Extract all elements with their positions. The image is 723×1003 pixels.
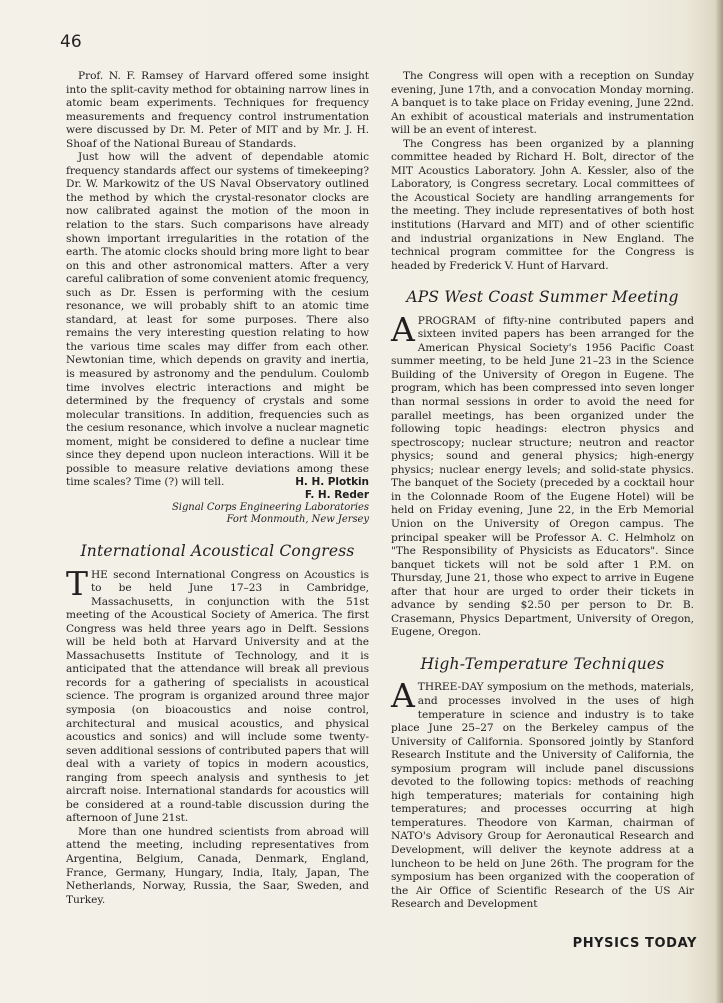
paragraph xyxy=(66,563,369,826)
page-number: 46 xyxy=(60,32,82,52)
page-edge-shadow xyxy=(715,0,723,1003)
paragraph: Prof. N. F. Ramsey of Harvard offered some insight into the split-cavity method for obtaining narrow lines in atomic beam experiments. Techniques for frequency measurements and frequency control instrumentation were discussed by Dr. M. Peter of MIT and by Mr. J. H. Shoaf of the National Bureau of Standards. xyxy=(66,70,369,150)
author-location: Fort Monmouth, New Jersey xyxy=(226,514,369,526)
author-name: H. H. Plotkin xyxy=(295,475,369,488)
right-column xyxy=(391,70,694,912)
paragraph: More than one hundred scientists from abroad will attend the meeting, including representatives from Argentina, Belgium, Canada, Denmark, England, France, Germany, Hungary, India, Italy, Japan, The Netherlands, Norway, Russia, the Saar, Sweden, and Turkey. xyxy=(66,825,369,906)
author-affiliation: Signal Corps Engineering Laboratories xyxy=(172,501,369,513)
paragraph-text: PROGRAM of fifty-nine contributed papers and sixteen invited papers has been arranged for the American Physical Society's 1956 Pacific Coast summer meeting, to be held June 21–23 in the Science Building of the University of Oregon in Eugene. The program, which has been compressed into seven longer than normal sessions in order to avoid the need for parallel meetings, has been organized under the following topic headings: electron physics and spectroscopy; nuclear structure; neutron and reactor physics; sound and general physics; high-energy physics; nuclear energy levels; and solid-state physics. The banquet of the Society (preceded by a cocktail hour in the Colonnade Room of the Eugene Hotel) will be held on Friday evening, June 22, in the Erb Memorial Union on the University of Oregon campus. The principal speaker will be Professor A. C. Helmholz on "The Responsibility of Physicists as Educators". Since banquet tickets will not be sold after 1 P.M. on Thursday, June 21, those who expect to arrive in Eugene after that hour are urged to order their tickets in advance by sending $2.50 per person to Dr. B. Crasemann, Physics Department, University of Oregon, Eugene, Oregon. xyxy=(391,314,694,639)
drop-cap: A xyxy=(391,676,415,716)
paragraph: Just how will the advent of dependable atomic frequency standards affect our systems of timekeeping? Dr. W. Markowitz of the US Naval Observatory outlined the method by which the crystal-resonator clocks are now calibrated against the motion of the moon in relation to the stars. Such comparisons have already shown important irregularities in the rotation of the earth. The atomic clocks should bring more light to bear on this and other astronomical matters. After a very careful calibration of some convenient atomic frequency, such as Dr. Essen is performing with the cesium resonance, we will probably shift to an atomic time standard, at least for some purposes. There also remains the very interesting question relating to how the various time scales may differ from each other. Newtonian time, which depends on gravity and inertia, is measured by astronomy and the pendulum. Coulomb time involves electric interactions and might be determined by the frequency of crystals and some molecular transitions. In addition, frequencies such as the cesium resonance, which involve a nuclear magnetic moment, might be considered to define a nuclear time since they depend upon nucleon interactions. Will it be possible to measure relative deviations among these time scales? Time (?) will tell. xyxy=(66,151,369,489)
section-heading-aps: APS West Coast Summer Meeting xyxy=(406,288,679,307)
section-heading-high-temperature: High-Temperature Techniques xyxy=(420,654,665,673)
paragraph-text: HE second International Congress on Acoustics is to be held June 17–23 in Cambridge, Massachusetts, in conjunction with the 51st meeting of the Acoustical Society of America. The first Congress was held three years ago in Delft. Sessions will be held both at Harvard University and at the Massachusetts Institute of Technology, and it is anticipated that the attendance will break all previous records for a gathering of specialists in acoustical science. The program is organized around three major symposia (on bioacoustics and noise control, architectural and musical acoustics, and physical acoustics and sonics) and will include some twenty-seven additional sessions of contributed papers that will deal with a variety of topics in modern acoustics, ranging from speech analysis and synthesis to jet aircraft noise. International standards for acoustics will be considered at a round-table discussion during the afternoon of June 21st. xyxy=(66,568,369,825)
section-heading-acoustical: International Acoustical Congress xyxy=(80,541,355,560)
drop-cap: A xyxy=(391,309,415,349)
drop-cap: T xyxy=(66,563,88,603)
author-name: F. H. Reder xyxy=(304,488,369,501)
paragraph: The Congress will open with a reception on Sunday evening, June 17th, and a convocation Monday morning. A banquet is to take place on Friday evening, June 22nd. An exhibit of acoustical materials and instrumentation will be an event of interest. xyxy=(391,70,694,137)
paragraph-text: THREE-DAY symposium on the methods, materials, and processes involved in the uses of high temperature in science and industry is to take place June 25–27 on the Berkeley campus of the University of California. Sponsored jointly by Stanford Research Institute and the University of California, the symposium program will include panel discussions devoted to the following topics: methods of reaching high temperatures; materials for containing high temperatures; and processes occurring at high temperatures. Theodore von Karman, chairman of NATO's Advisory Group for Aeronautical Research and Development, will deliver the keynote address at a luncheon to be held on June 26th. The program for the symposium has been organized with the cooperation of the Air Office of Scientific Research of the US Air Research and Development xyxy=(391,681,694,911)
publication-footer: PHYSICS TODAY xyxy=(572,936,697,951)
paragraph xyxy=(391,676,694,911)
paragraph xyxy=(391,309,694,640)
paragraph: The Congress has been organized by a planning committee headed by Richard H. Bolt, director of the MIT Acoustics Laboratory. John A. Kessler, also of the Laboratory, is Congress secretary. Local committees of the Acoustical Society are handling arrangements for the meeting. They include representatives of both host institutions (Harvard and MIT) and of other scientific and industrial organizations in New England. The technical program committee for the Congress is headed by Frederick V. Hunt of Harvard. xyxy=(391,137,694,272)
left-column xyxy=(66,70,369,907)
